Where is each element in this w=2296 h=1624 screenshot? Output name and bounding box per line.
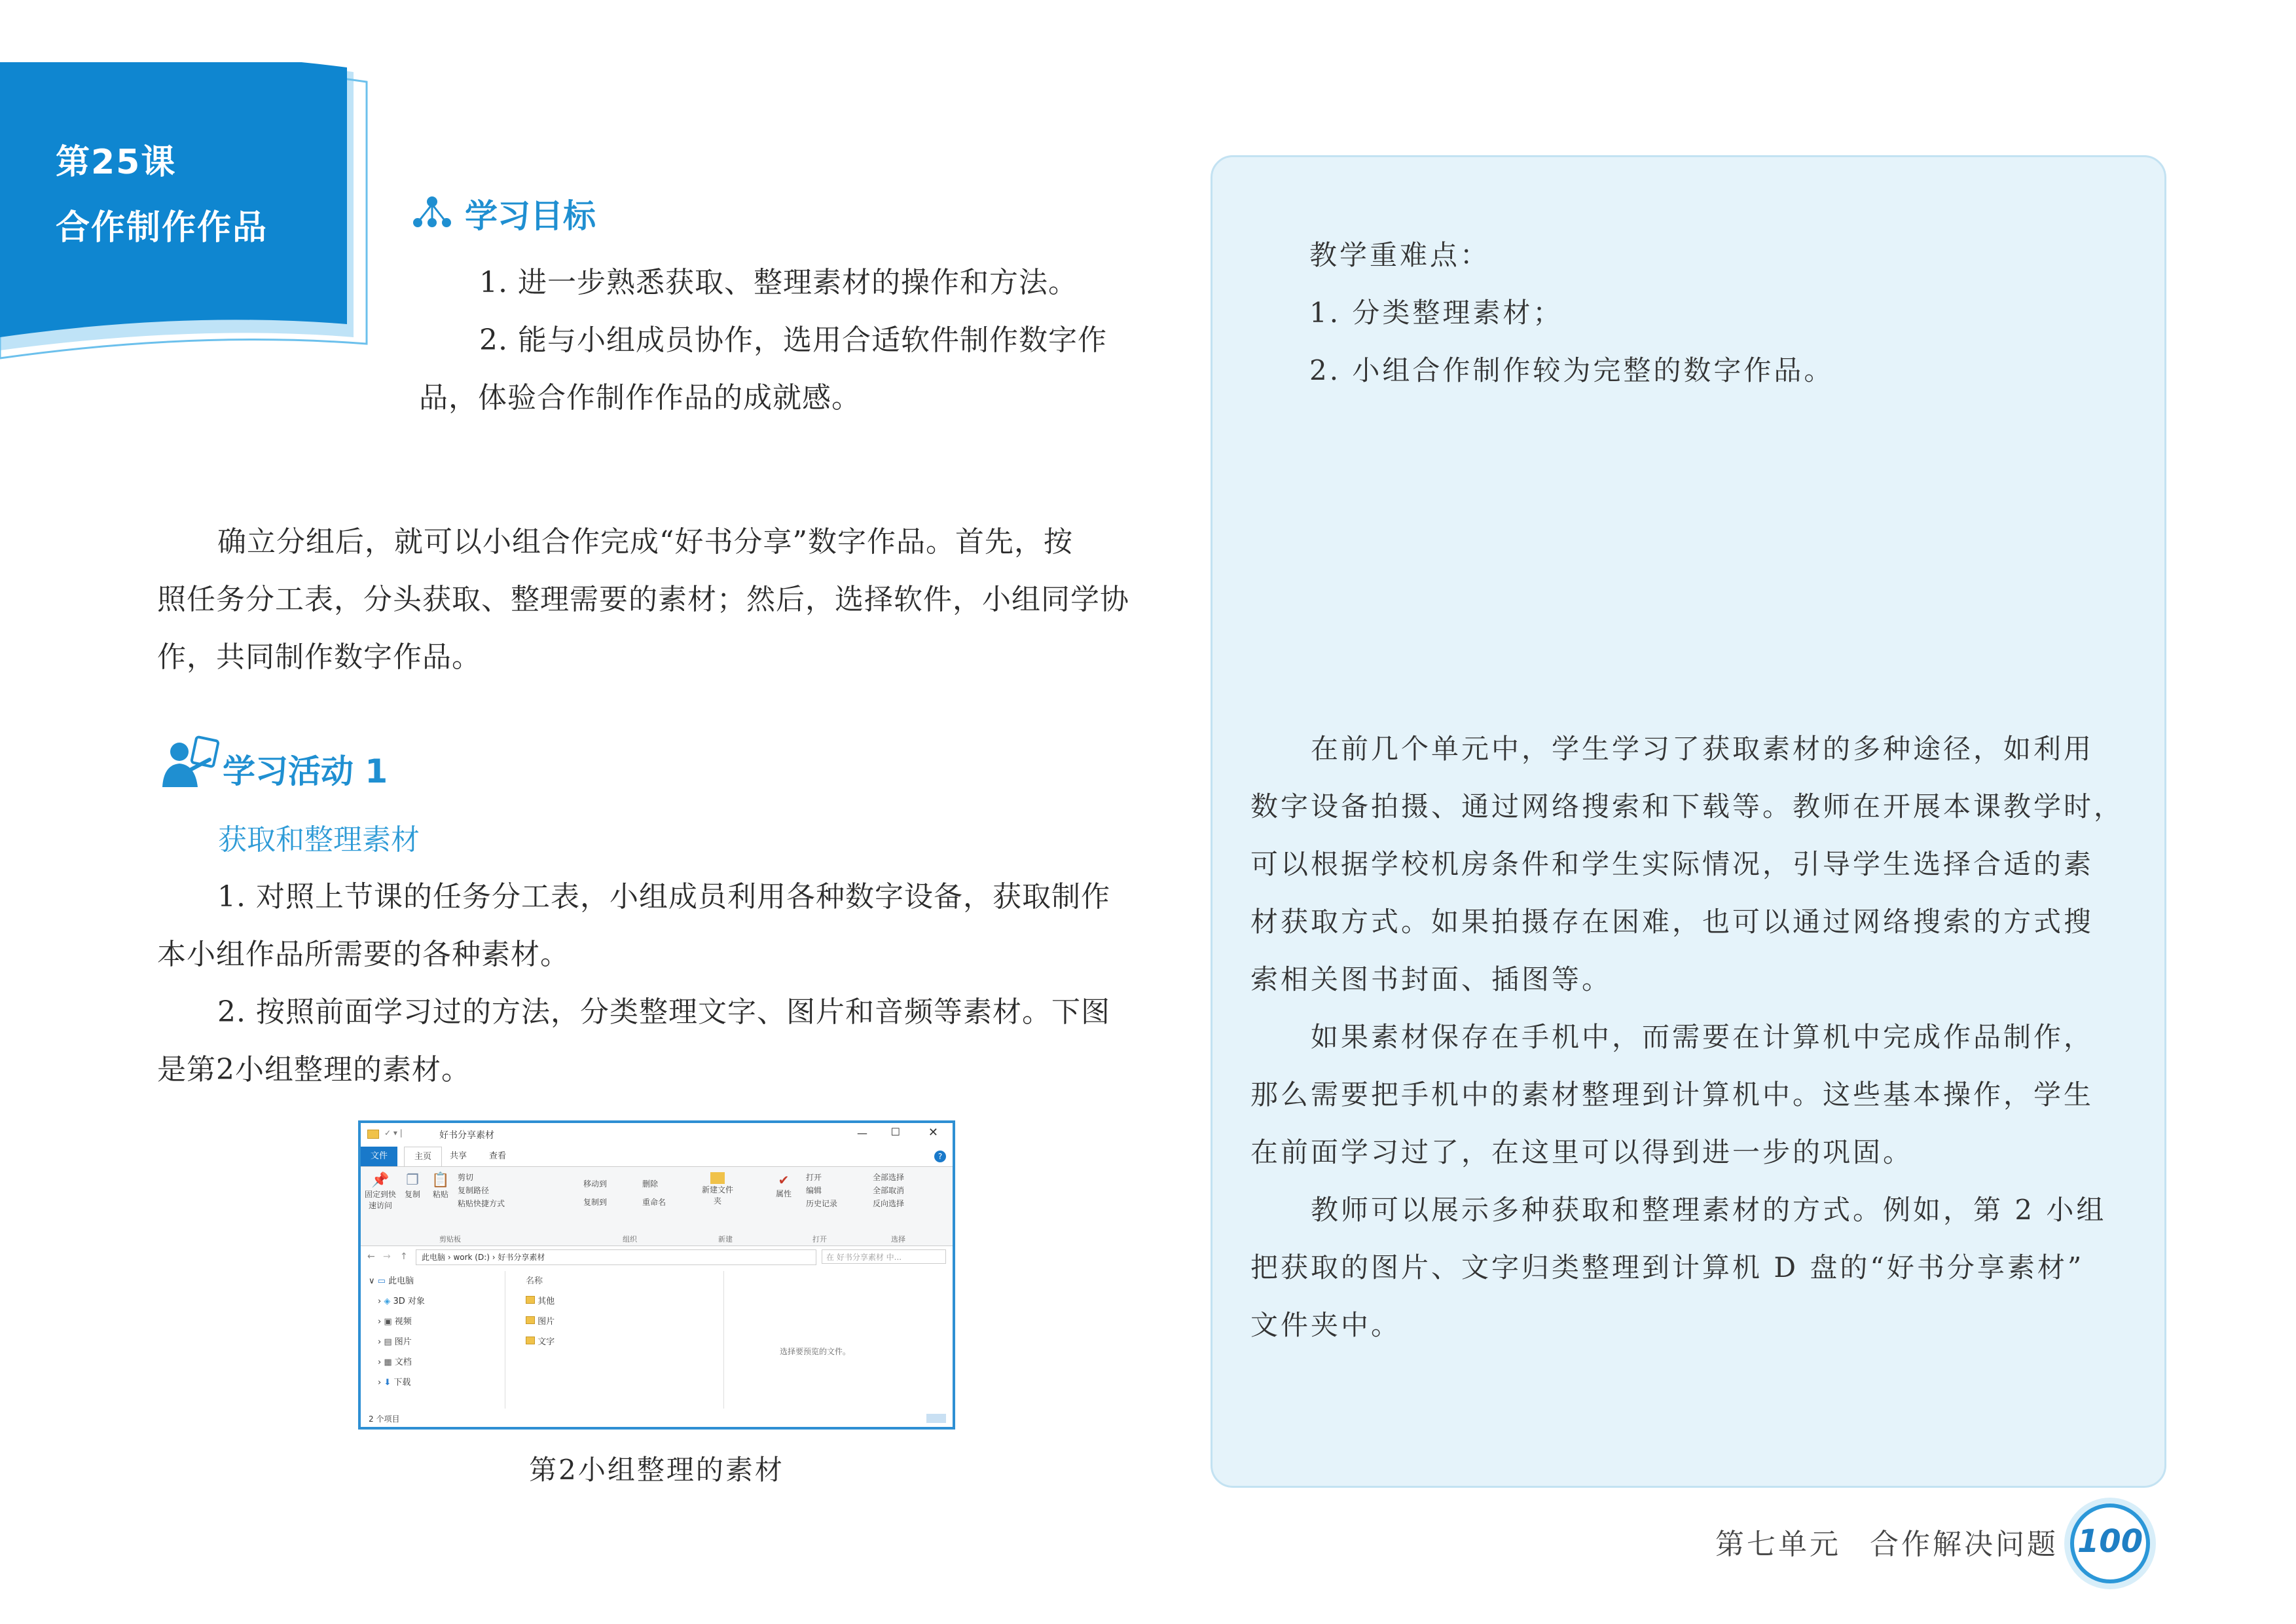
paste-icon: 📋 [431, 1172, 450, 1189]
download-icon: ⬇ [384, 1378, 392, 1388]
rename-button[interactable]: 重命名 [642, 1198, 666, 1207]
page-number: 100 [2077, 1523, 2143, 1560]
select-actions [873, 1171, 904, 1210]
checkmark-icon: ✔ [778, 1172, 790, 1188]
explorer-screenshot [358, 1120, 955, 1430]
clipboard-small-actions [458, 1171, 505, 1210]
intro-line2: 照任务分工表，分头获取、整理需要的素材；然后，选择软件，小组同学协 [157, 583, 1129, 616]
folder-icon [526, 1316, 535, 1324]
activity-steps [157, 868, 1159, 1099]
group-clipboard: 剪贴板 [439, 1235, 461, 1244]
nav-this-pc[interactable]: ∨ ▭ 此电脑 [369, 1276, 414, 1286]
objective-2-line2: 品，体验合作制作作品的成就感。 [419, 381, 861, 415]
page-number-badge [2061, 1494, 2159, 1593]
delete-button[interactable]: 删除 [642, 1179, 659, 1189]
note-p2-line3: 在前面学习过了，在这里可以得到进一步的巩固。 [1250, 1136, 1914, 1168]
ribbon-tabs [361, 1147, 953, 1166]
copy-button[interactable]: ❐ 复制 [400, 1172, 425, 1200]
up-icon[interactable]: ↑ [400, 1251, 408, 1262]
file-item[interactable]: 文字 [507, 1332, 723, 1352]
step1-line1: 1. 对照上节课的任务分工表，小组成员利用各种数字设备，获取制作 [217, 880, 1110, 913]
note-p1-line4: 材获取方式。如果拍摄存在困难，也可以通过网络搜索的方式搜 [1250, 906, 2094, 938]
cube-icon: ◈ [384, 1297, 391, 1306]
open-actions [806, 1171, 837, 1210]
close-icon[interactable]: ✕ [928, 1126, 938, 1139]
paste-button[interactable]: 📋 粘贴 [428, 1172, 454, 1200]
video-icon: ▣ [384, 1317, 392, 1327]
key-point-2: 2. 小组合作制作较为完整的数字作品。 [1309, 354, 1834, 386]
nav-documents[interactable]: › ▦ 文档 [378, 1357, 412, 1367]
teacher-notes-panel [1211, 155, 2166, 1488]
figure-caption: 第2小组整理的素材 [529, 1454, 784, 1486]
help-icon[interactable]: ? [934, 1151, 946, 1162]
key-points [1309, 227, 1834, 399]
note-p3-line2: 把获取的图片、文字归类整理到计算机 D 盘的“好书分享素材” [1250, 1251, 2085, 1283]
lesson-banner [0, 62, 386, 370]
organize-actions [583, 1175, 607, 1211]
folder-icon [526, 1296, 535, 1304]
note-p1-line1: 在前几个单元中，学生学习了获取素材的多种途径，如利用 [1311, 733, 2094, 765]
cut-button[interactable]: 剪切 [458, 1173, 474, 1182]
address-row [361, 1247, 953, 1267]
organize-actions-2 [642, 1175, 666, 1211]
picture-icon: ▤ [384, 1337, 392, 1347]
note-p2-line2: 那么需要把手机中的素材整理到计算机中。这些基本操作，学生 [1250, 1079, 2094, 1111]
group-new: 新建 [718, 1235, 733, 1244]
pin-icon: 📌 [371, 1172, 390, 1189]
key-point-1: 1. 分类整理素材； [1309, 297, 1563, 329]
nav-3d-objects[interactable]: › ◈ 3D 对象 [378, 1297, 425, 1306]
objectives-heading: 学习目标 [465, 197, 596, 235]
folder-icon [526, 1337, 535, 1344]
student-icon [157, 733, 223, 792]
key-heading: 教学重难点： [1309, 239, 1491, 271]
activity-heading: 学习活动 1 [223, 752, 388, 790]
open-button[interactable]: 打开 [806, 1173, 822, 1182]
note-p3-line3: 文件夹中。 [1250, 1309, 1402, 1341]
note-p2-line1: 如果素材保存在手机中，而需要在计算机中完成作品制作， [1311, 1021, 2094, 1053]
back-icon[interactable]: ← [367, 1251, 375, 1262]
select-none-button[interactable]: 全部取消 [873, 1186, 905, 1195]
lesson-title: 合作制作作品 [56, 208, 268, 248]
copy-to-button[interactable]: 复制到 [583, 1198, 608, 1207]
explorer-titlebar [361, 1123, 953, 1147]
note-p1-line2: 数字设备拍摄、通过网络搜索和下载等。教师在开展本课教学时， [1250, 790, 2124, 822]
tab-share[interactable]: 共享 [450, 1151, 467, 1161]
window-title: 好书分享素材 [439, 1130, 494, 1141]
folder-icon [367, 1130, 379, 1139]
tab-file[interactable]: 文件 [361, 1147, 397, 1166]
step2-line1: 2. 按照前面学习过的方法，分类整理文字、图片和音频等素材。下图 [217, 995, 1110, 1029]
nav-downloads[interactable]: › ⬇ 下载 [378, 1378, 411, 1388]
invert-selection-button[interactable]: 反向选择 [873, 1199, 905, 1208]
move-to-button[interactable]: 移动到 [583, 1179, 608, 1189]
note-p1-line3: 可以根据学校机房条件和学生实际情况，引导学生选择合适的素 [1250, 848, 2094, 880]
step2-line2: 是第2小组整理的素材。 [157, 1053, 471, 1086]
note-p1-line5: 索相关图书封面、插图等。 [1250, 963, 1613, 995]
select-all-button[interactable]: 全部选择 [873, 1173, 905, 1182]
properties-button[interactable]: ✔ 属性 [771, 1172, 797, 1199]
network-icon [412, 195, 452, 229]
paste-shortcut-button[interactable]: 粘贴快捷方式 [458, 1199, 505, 1208]
minimize-icon[interactable]: — [857, 1127, 867, 1139]
address-bar[interactable]: 此电脑 › work (D:) › 好书分享素材 [416, 1249, 816, 1265]
guidance-text [1250, 720, 2128, 1354]
objective-1: 1. 进一步熟悉获取、整理素材的操作和方法。 [479, 266, 1078, 299]
maximize-icon[interactable]: ☐ [890, 1126, 900, 1138]
nav-pane [361, 1271, 505, 1409]
ribbon-group-labels [361, 1234, 953, 1244]
step1-line2: 本小组作品所需要的各种素材。 [157, 938, 570, 971]
preview-text: 选择要预览的文件。 [780, 1347, 851, 1356]
group-select: 选择 [891, 1235, 905, 1244]
status-bar [361, 1411, 953, 1427]
objective-2-line1: 2. 能与小组成员协作，选用合适软件制作数字作 [479, 323, 1107, 357]
copy-path-button[interactable]: 复制路径 [458, 1186, 490, 1195]
activity-subheading: 获取和整理素材 [218, 823, 420, 857]
intro-line3: 作，共同制作数字作品。 [157, 640, 481, 674]
nav-videos[interactable]: › ▣ 视频 [378, 1317, 412, 1327]
history-button[interactable]: 历史记录 [806, 1199, 838, 1208]
footer-unit: 第七单元 [1715, 1528, 1841, 1561]
note-p3-line1: 教师可以展示多种获取和整理素材的方式。例如，第 2 小组 [1311, 1194, 2107, 1226]
file-list [507, 1271, 724, 1409]
footer-unit-title: 合作解决问题 [1870, 1528, 2058, 1561]
copy-icon: ❐ [406, 1172, 419, 1189]
nav-pictures[interactable]: › ▤ 图片 [378, 1337, 412, 1347]
objectives-list [419, 254, 1159, 427]
quick-access-arrow-icon[interactable]: ✓ ▾ | [384, 1128, 403, 1137]
forward-icon[interactable]: → [383, 1251, 391, 1262]
computer-icon: ▭ [377, 1276, 386, 1286]
group-organize: 组织 [623, 1235, 637, 1244]
file-item[interactable]: 其他 [507, 1291, 723, 1312]
column-name-header[interactable]: 名称 [526, 1276, 543, 1286]
edit-button[interactable]: 编辑 [806, 1186, 822, 1195]
view-toggle-icon[interactable] [926, 1414, 946, 1423]
tab-home[interactable]: 主页 [404, 1147, 442, 1166]
new-folder-icon [710, 1172, 725, 1184]
intro-line1: 确立分组后，就可以小组合作完成“好书分享”数字作品。首先，按 [217, 525, 1073, 559]
item-count: 2 个项目 [369, 1414, 400, 1424]
file-item[interactable]: 图片 [507, 1312, 723, 1332]
intro-paragraph [157, 513, 1159, 686]
tab-view[interactable]: 查看 [489, 1151, 507, 1161]
ribbon [361, 1166, 953, 1246]
pin-button[interactable]: 📌 固定到快速访问 [365, 1172, 397, 1210]
search-input[interactable]: 在 好书分享素材 中... [822, 1249, 946, 1264]
document-icon: ▦ [384, 1357, 392, 1367]
new-folder-button[interactable]: 新建文件夹 [701, 1172, 734, 1206]
group-open: 打开 [812, 1235, 827, 1244]
lesson-number: 第25课 [56, 143, 177, 182]
